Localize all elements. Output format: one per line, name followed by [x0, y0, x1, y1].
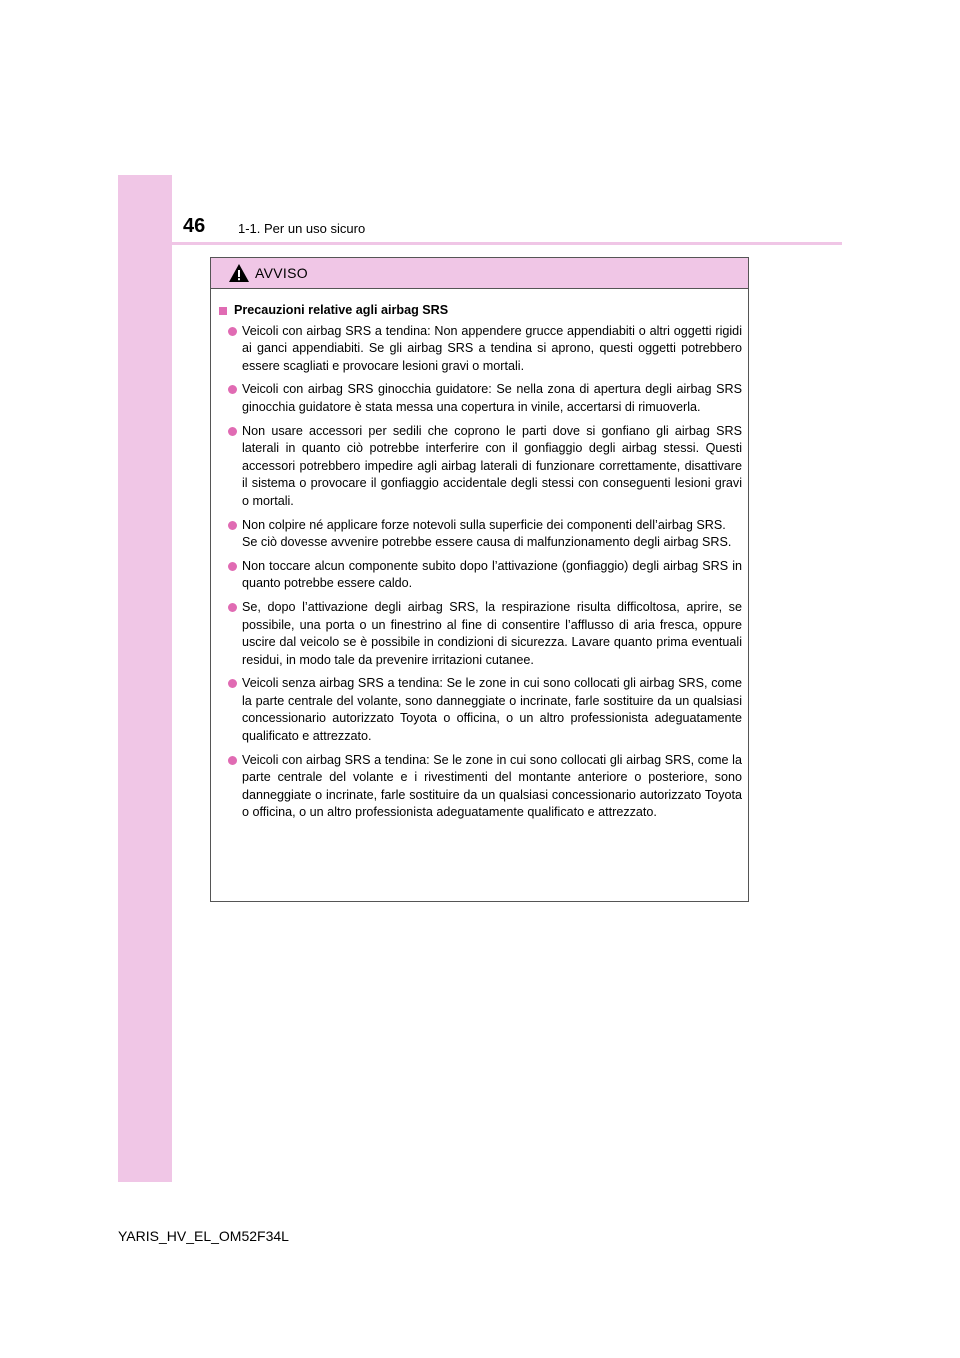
list-item-text-continued: Se ciò dovesse avvenire potrebbe essere causa di malfunzionamento degli airbag SRS.: [242, 535, 732, 550]
list-item-text: Veicoli con airbag SRS a tendina: Non appendere grucce appendiabiti o altri oggetti rigidi ai ganci appendiabiti. Se gli airbag SRS a tendina si aprono, questi oggetti potrebbero essere scagliati e provocare lesioni gravi o mortali.: [242, 323, 742, 373]
list-item-text: Veicoli con airbag SRS a tendina: Se le zone in cui sono collocati gli airbag SRS, come la parte centrale del volante e i rivestimenti del montante anteriore o posteriore, sono danneggiate o incrinate, farle sostituire da un qualsiasi concessionario autorizzato Toyota o officina, o un altro professionista adeguatamente qualificato e attrezzato.: [242, 752, 742, 820]
warning-box: [210, 257, 749, 902]
list-item-text: Non toccare alcun componente subito dopo l’attivazione (gonfiaggio) degli airbag SRS in quanto potrebbe essere caldo.: [242, 558, 742, 591]
round-bullet-icon: [228, 679, 237, 688]
round-bullet-icon: [228, 562, 237, 571]
list-item: [218, 381, 742, 416]
list-item-text: Veicoli con airbag SRS ginocchia guidatore: Se nella zona di apertura degli airbag SRS ginocchia guidatore è stata messa una copertura in vinile, accertarsi di rimuoverla.: [242, 382, 742, 414]
round-bullet-icon: [228, 385, 237, 394]
list-item: [218, 517, 742, 552]
round-bullet-icon: [228, 521, 237, 530]
warning-triangle-icon: [228, 263, 250, 283]
list-item-text: Non usare accessori per sedili che coprono le parti dove si gonfiano gli airbag SRS laterali in quanto ciò potrebbe interferire con il gonfiaggio degli airbag stessi. Questi accessori potrebbero impedire agli airbag laterali di funzionare correttamente, disattivare il sistema o provocare il gonfiaggio accidentale degli stessi con conseguenti lesioni gravi o mortali.: [242, 423, 742, 508]
document-code: YARIS_HV_EL_OM52F34L: [118, 1228, 289, 1244]
warning-heading-text: Precauzioni relative agli airbag SRS: [234, 303, 449, 317]
warning-label: AVVISO: [255, 265, 308, 281]
header-rule: [118, 242, 842, 245]
warning-heading: [218, 302, 742, 320]
page-number: 46: [183, 215, 206, 237]
list-item-text: Se, dopo l’attivazione degli airbag SRS, la respirazione risulta difficoltosa, aprire, se possibile, una porta o un finestrino al fine di consentire l’afflusso di aria fresca, oppure uscire dal veicolo se è possibile in condizioni di sicurezza. Lavare quanto prima eventuali residui, in modo tale da prevenire irritazioni cutanee.: [242, 599, 742, 667]
list-item-text: Non colpire né applicare forze notevoli sulla superficie dei componenti dell’airbag SRS.: [242, 517, 726, 532]
list-item: [218, 675, 742, 745]
list-item: [218, 752, 742, 822]
list-item-text: Veicoli senza airbag SRS a tendina: Se le zone in cui sono collocati gli airbag SRS, come la parte centrale del volante, sono danneggiate o incrinate, farle sostituire da un qualsiasi concessionario autorizzato Toyota o officina, o un altro professionista adeguatamente qualificato e attrezzato.: [242, 676, 742, 744]
list-item: [218, 323, 742, 376]
list-item: [218, 558, 742, 593]
round-bullet-icon: [228, 327, 237, 336]
round-bullet-icon: [228, 756, 237, 765]
warning-header: [211, 258, 748, 289]
section-title: 1-1. Per un uso sicuro: [238, 221, 366, 236]
list-item: [218, 599, 742, 669]
list-item: [218, 423, 742, 511]
round-bullet-icon: [228, 427, 237, 436]
side-tab-bar: [118, 175, 172, 1182]
warning-body: [211, 289, 748, 822]
square-bullet-icon: [219, 307, 227, 315]
round-bullet-icon: [228, 603, 237, 612]
